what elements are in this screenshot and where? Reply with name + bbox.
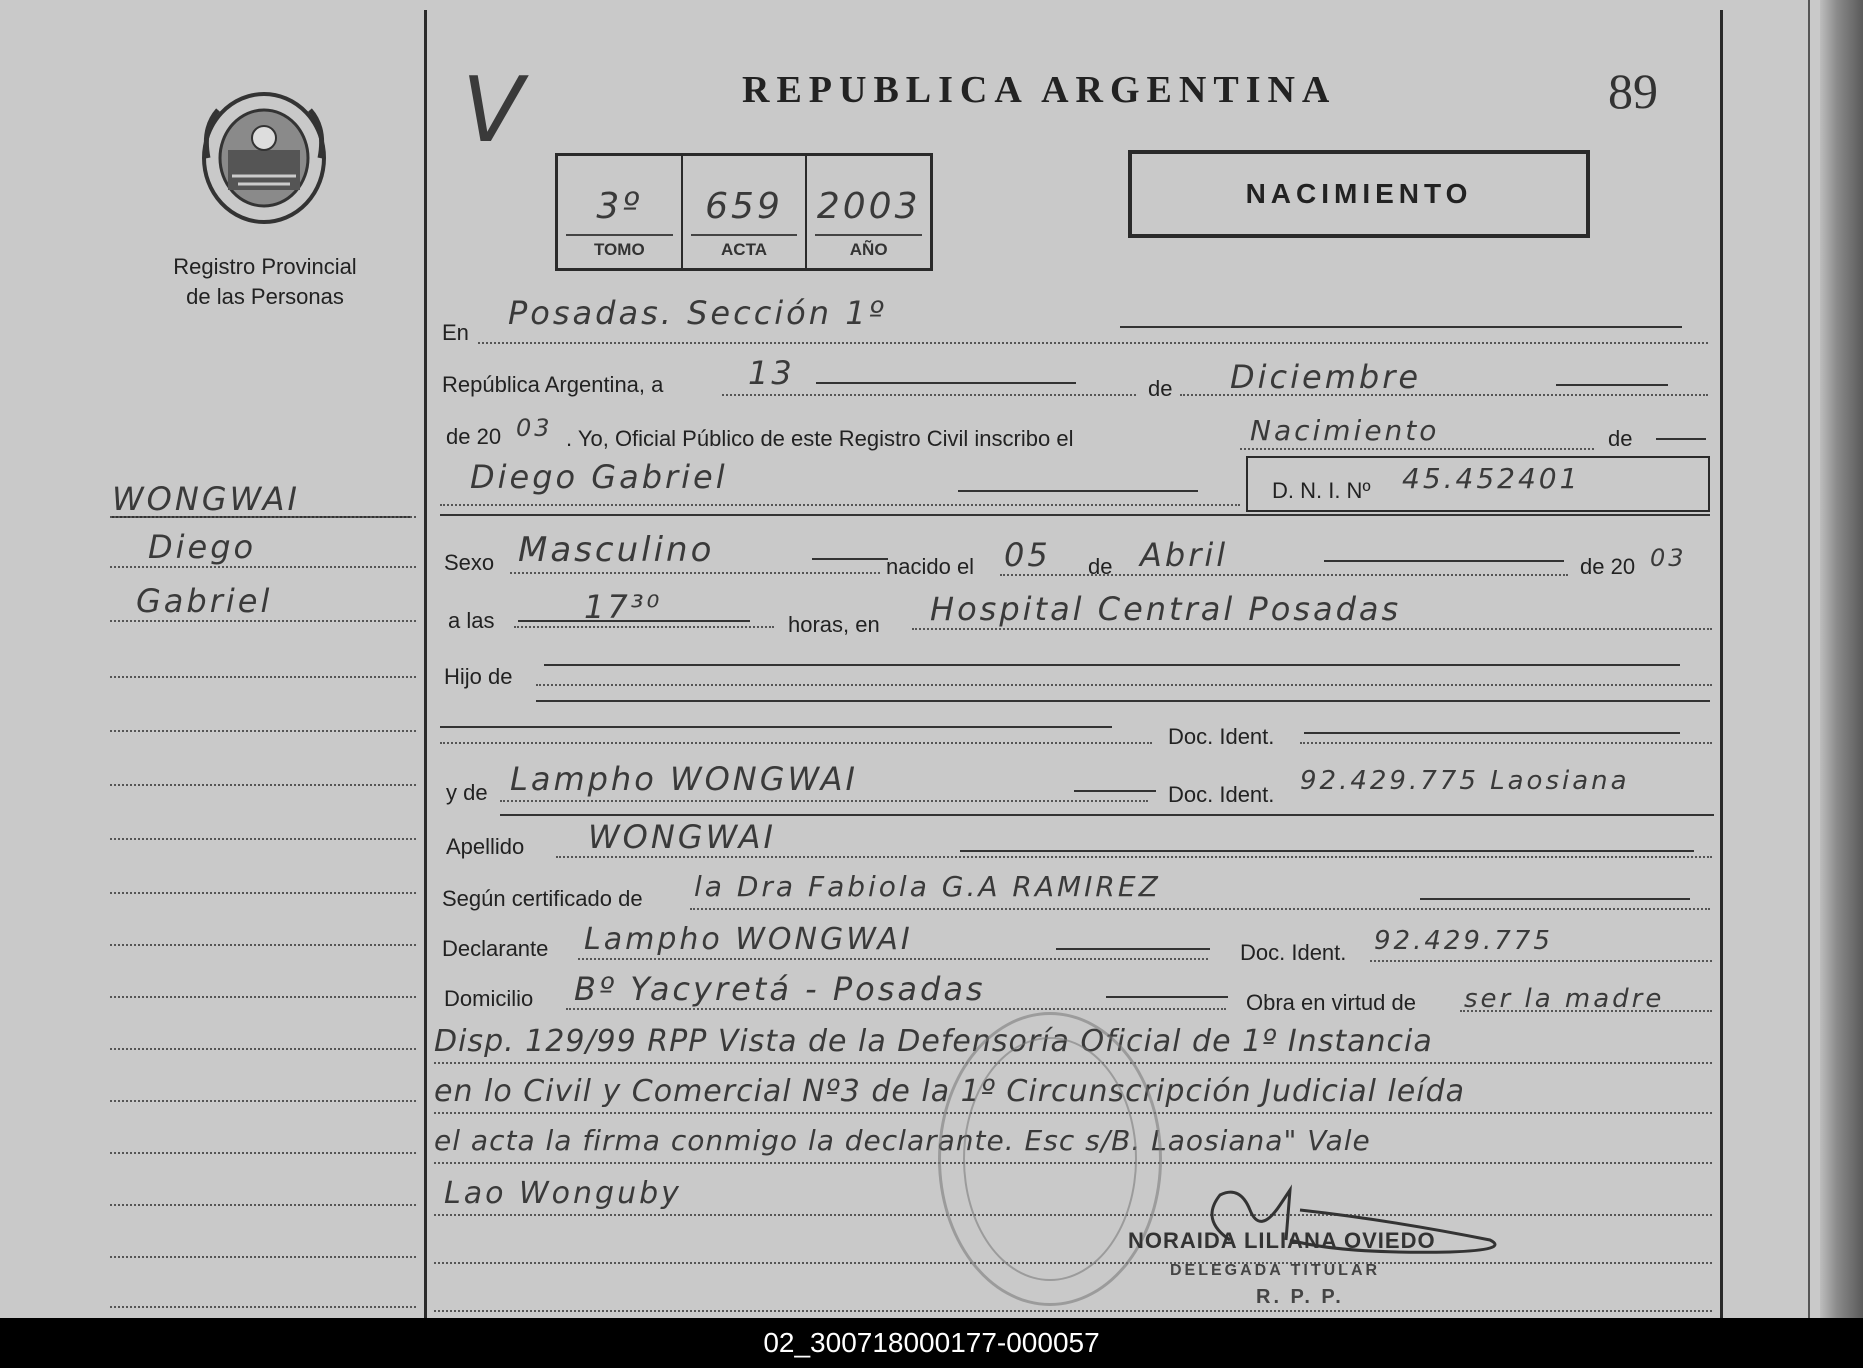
nacido-hand-stroke: [1324, 560, 1564, 562]
margin-rule: [110, 516, 416, 518]
sexo-value: Masculino: [518, 530, 715, 570]
document-title: REPUBLICA ARGENTINA: [742, 69, 1337, 111]
en-hand-stroke: [1120, 326, 1682, 328]
dni-box: [1246, 456, 1710, 512]
apellido-hand-stroke: [960, 850, 1694, 852]
file-id-footer: 02_300718000177-000057: [0, 1318, 1863, 1368]
lugar-dotted-line: [912, 628, 1712, 630]
year-prefix: de 20: [446, 424, 502, 449]
obs-dotted-line-6: [434, 1310, 1712, 1312]
registry-line-1: Registro Provincial: [173, 254, 357, 279]
en-dotted-line: [478, 342, 1708, 344]
year-suffix: 03: [516, 414, 553, 442]
obra-label: Obra en virtud de: [1246, 990, 1416, 1015]
margin-rule: [110, 1048, 416, 1050]
name-dotted-line: [440, 504, 1240, 506]
margin-rule: [110, 1306, 416, 1308]
yde-label: y de: [446, 780, 488, 805]
document-type-box: NACIMIENTO: [1128, 150, 1590, 238]
domicilio-value: Bº Yacyretá - Posadas: [574, 970, 986, 1008]
margin-rule: [110, 1152, 416, 1154]
inscribo-value: Nacimiento: [1250, 414, 1440, 447]
margin-rule: [110, 944, 416, 946]
en-value: Posadas. Sección 1º: [508, 294, 887, 332]
horas-label: horas, en: [788, 612, 880, 637]
docident-label-2: Doc. Ident.: [1168, 782, 1275, 807]
declarante-label: Declarante: [442, 936, 549, 961]
segun-dotted-line: [690, 908, 1710, 910]
margin-given-name-2: Gabriel: [136, 582, 273, 620]
day-hand-stroke: [816, 382, 1076, 384]
margin-surname: WONGWAI: [112, 480, 300, 518]
tomo-value: 3º: [596, 186, 643, 227]
declarante-hand-stroke: [1056, 948, 1210, 950]
observation-line-2: en lo Civil y Comercial Nº3 de la 1º Circunscripción Judicial leída: [434, 1074, 1465, 1109]
apellido-label: Apellido: [446, 834, 525, 859]
stamp-inner-ring: [963, 1037, 1137, 1281]
domicilio-dotted-line: [566, 1008, 1226, 1010]
tomo-rule: [566, 234, 673, 236]
margin-rule: [110, 892, 416, 894]
apellido-value: WONGWAI: [588, 818, 776, 856]
signatory-org: R. P. P.: [1256, 1286, 1344, 1308]
de-label-2: de: [1608, 426, 1633, 451]
nacido-month: Abril: [1140, 536, 1229, 574]
handwritten-initials: V: [462, 58, 524, 163]
tomo-cell: [558, 156, 683, 268]
declarante-doc: 92.429.775: [1374, 926, 1553, 956]
inscribo-dotted-line: [1240, 448, 1594, 450]
docident-label: Doc. Ident.: [1168, 724, 1275, 749]
oficial-text: . Yo, Oficial Público de este Registro Civil inscribo el: [566, 426, 1074, 451]
margin-rule: [110, 566, 416, 568]
margin-rule: [110, 730, 416, 732]
anio-cell: [807, 156, 930, 268]
declarante-value: Lampho WONGWAI: [584, 922, 913, 957]
alas-value: 17³⁰: [584, 588, 663, 626]
obra-value: ser la madre: [1464, 984, 1665, 1014]
margin-rule: [110, 1204, 416, 1206]
republica-label: República Argentina, a: [442, 372, 664, 397]
day-value: 13: [748, 354, 795, 392]
anio-label: AÑO: [849, 240, 888, 259]
hijo-dotted-line: [536, 684, 1712, 686]
observation-line-1: Disp. 129/99 RPP Vista de la Defensoría Oficial de 1º Instancia: [434, 1024, 1433, 1059]
alas-dotted-line: [514, 626, 774, 628]
anio-value: 2003: [816, 186, 921, 227]
month-dotted-line: [1180, 394, 1708, 396]
margin-rule: [110, 838, 416, 840]
tomo-label: TOMO: [593, 240, 645, 259]
madre-doc: 92.429.775 Laosiana: [1300, 766, 1630, 796]
page-number: 89: [1608, 63, 1658, 119]
misiones-seal-emblem: [198, 88, 330, 228]
madre-hand-stroke: [1074, 790, 1156, 792]
alas-hand-stroke: [518, 620, 750, 622]
nacido-label: nacido el: [886, 554, 975, 579]
segun-label: Según certificado de: [442, 886, 643, 911]
nacido-dotted-line: [1000, 574, 1568, 576]
hijo-label: Hijo de: [444, 664, 513, 689]
de-hand-stroke: [1656, 438, 1706, 440]
nacido-day: 05: [1004, 536, 1051, 574]
apellido-dotted-line: [556, 856, 1712, 858]
declarante-doc-dotted-line: [1370, 960, 1712, 962]
margin-rule: [110, 1256, 416, 1258]
registry-line-2: de las Personas: [186, 284, 344, 309]
registry-name: [130, 252, 400, 312]
declarante-dotted-line: [578, 958, 1208, 960]
month-hand-stroke: [1556, 384, 1668, 386]
margin-rule: [110, 996, 416, 998]
sexo-label: Sexo: [444, 550, 495, 575]
observation-line-3: el acta la firma conmigo la declarante. Esc s/B. Laosiana" Vale: [434, 1124, 1371, 1157]
acta-value: 659: [705, 186, 783, 227]
dni-label: D. N. I. Nº: [1272, 478, 1371, 503]
margin-divider: [424, 10, 427, 1318]
nacido-de-label: de: [1088, 554, 1113, 579]
month-value: Diciembre: [1230, 358, 1422, 396]
padre-hand-stroke: [440, 726, 1112, 728]
signatory-name: NORAIDA LILIANA OVIEDO: [1128, 1228, 1436, 1253]
registered-name: Diego Gabriel: [470, 458, 728, 496]
nacido-year-prefix: de 20: [1580, 554, 1636, 579]
name-hand-stroke: [958, 490, 1198, 492]
acta-label: ACTA: [721, 240, 767, 259]
madre-name: Lampho WONGWAI: [510, 760, 858, 798]
alas-label: a las: [448, 608, 495, 633]
page-edge: [1820, 0, 1863, 1318]
hijo-hand-stroke-2: [536, 700, 1710, 702]
margin-rule: [110, 1100, 416, 1102]
official-round-stamp: [938, 1012, 1162, 1306]
acta-cell: [683, 156, 808, 268]
signatory-title: DELEGADA TITULAR: [1170, 1262, 1381, 1279]
lugar-value: Hospital Central Posadas: [930, 590, 1402, 628]
acta-rule: [691, 234, 798, 236]
padre-dotted-line: [440, 742, 1152, 744]
segun-hand-stroke: [1420, 898, 1690, 900]
padre-doc-hand-stroke: [1304, 732, 1680, 734]
margin-rule: [110, 676, 416, 678]
outer-right-border: [1808, 0, 1810, 1318]
segun-value: la Dra Fabiola G.A RAMIREZ: [694, 870, 1161, 903]
obra-dotted-line: [1460, 1010, 1712, 1012]
domicilio-label: Domicilio: [444, 986, 534, 1011]
nacido-year-suffix: 03: [1650, 544, 1687, 572]
record-box: [555, 153, 933, 271]
margin-given-name-1: Diego: [148, 528, 257, 566]
dni-value: 45.452401: [1402, 462, 1581, 495]
anio-rule: [815, 234, 922, 236]
margin-rule: [110, 620, 416, 622]
sexo-dotted-line: [510, 572, 880, 574]
observation-line-4: Lao Wonguby: [444, 1176, 682, 1211]
day-dotted-line: [722, 394, 1136, 396]
hijo-hand-stroke: [544, 664, 1680, 666]
madre-dotted-line: [500, 800, 1148, 802]
padre-doc-dotted-line: [1300, 742, 1712, 744]
name-double-underline: [440, 514, 1710, 516]
madre-double-underline: [500, 814, 1714, 816]
de-label: de: [1148, 376, 1173, 401]
docident-label-3: Doc. Ident.: [1240, 940, 1347, 965]
en-label: En: [442, 320, 469, 345]
margin-rule: [110, 784, 416, 786]
domicilio-hand-stroke: [1106, 996, 1228, 998]
right-border: [1720, 10, 1723, 1318]
sexo-hand-stroke: [812, 558, 888, 560]
